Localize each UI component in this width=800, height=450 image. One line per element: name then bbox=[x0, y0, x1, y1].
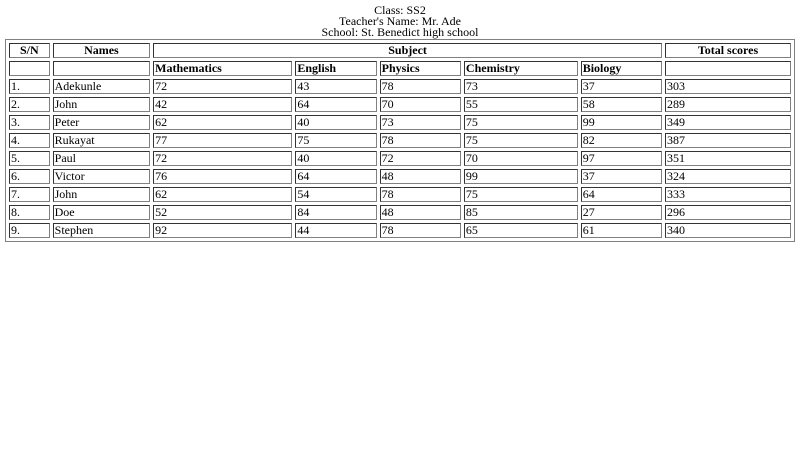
cell-mathematics: 77 bbox=[153, 133, 292, 148]
cell-physics: 78 bbox=[380, 133, 461, 148]
table-row bbox=[9, 169, 791, 184]
cell-name: Peter bbox=[53, 115, 151, 130]
cell-sn: 5. bbox=[9, 151, 50, 166]
cell-sn: 3. bbox=[9, 115, 50, 130]
cell-physics: 72 bbox=[380, 151, 461, 166]
cell-physics: 73 bbox=[380, 115, 461, 130]
table-row bbox=[9, 79, 791, 94]
results-table bbox=[5, 39, 795, 242]
cell-english: 44 bbox=[295, 223, 376, 238]
cell-name: Doe bbox=[53, 205, 151, 220]
cell-biology: 99 bbox=[581, 115, 662, 130]
cell-mathematics: 62 bbox=[153, 115, 292, 130]
cell-english: 64 bbox=[295, 169, 376, 184]
table-row bbox=[9, 223, 791, 238]
cell-chemistry: 75 bbox=[464, 133, 578, 148]
cell-chemistry: 99 bbox=[464, 169, 578, 184]
cell-chemistry: 70 bbox=[464, 151, 578, 166]
cell-total: 289 bbox=[665, 97, 791, 112]
cell-english: 64 bbox=[295, 97, 376, 112]
cell-sn: 2. bbox=[9, 97, 50, 112]
header-row-subjects bbox=[9, 61, 791, 76]
table-body bbox=[9, 79, 791, 238]
table-row bbox=[9, 187, 791, 202]
cell-name: John bbox=[53, 97, 151, 112]
cell-english: 40 bbox=[295, 151, 376, 166]
cell-english: 75 bbox=[295, 133, 376, 148]
header-names: Names bbox=[53, 43, 151, 58]
header-sn: S/N bbox=[9, 43, 50, 58]
cell-physics: 78 bbox=[380, 79, 461, 94]
cell-name: Adekunle bbox=[53, 79, 151, 94]
cell-biology: 61 bbox=[581, 223, 662, 238]
cell-mathematics: 72 bbox=[153, 79, 292, 94]
cell-total: 349 bbox=[665, 115, 791, 130]
table-row bbox=[9, 133, 791, 148]
table-row bbox=[9, 151, 791, 166]
cell-mathematics: 62 bbox=[153, 187, 292, 202]
cell-chemistry: 73 bbox=[464, 79, 578, 94]
header-subject: Subject bbox=[153, 43, 662, 58]
cell-chemistry: 75 bbox=[464, 187, 578, 202]
cell-sn: 7. bbox=[9, 187, 50, 202]
header-total: Total scores bbox=[665, 43, 791, 58]
cell-english: 84 bbox=[295, 205, 376, 220]
cell-chemistry: 75 bbox=[464, 115, 578, 130]
cell-name: Victor bbox=[53, 169, 151, 184]
header-english: English bbox=[295, 61, 376, 76]
school-line: School: St. Benedict high school bbox=[321, 25, 479, 39]
cell-sn: 1. bbox=[9, 79, 50, 94]
cell-mathematics: 72 bbox=[153, 151, 292, 166]
cell-total: 387 bbox=[665, 133, 791, 148]
cell-biology: 97 bbox=[581, 151, 662, 166]
cell-name: Rukayat bbox=[53, 133, 151, 148]
table-row bbox=[9, 205, 791, 220]
teacher-line: Teacher's Name: Mr. Ade bbox=[339, 14, 461, 28]
cell-physics: 48 bbox=[380, 205, 461, 220]
cell-chemistry: 85 bbox=[464, 205, 578, 220]
cell-physics: 78 bbox=[380, 223, 461, 238]
header-row-main bbox=[9, 43, 791, 58]
cell-biology: 37 bbox=[581, 79, 662, 94]
cell-chemistry: 55 bbox=[464, 97, 578, 112]
cell-biology: 27 bbox=[581, 205, 662, 220]
cell-name: John bbox=[53, 187, 151, 202]
table-row bbox=[9, 115, 791, 130]
cell-biology: 64 bbox=[581, 187, 662, 202]
cell-mathematics: 92 bbox=[153, 223, 292, 238]
header-mathematics: Mathematics bbox=[153, 61, 292, 76]
table-row bbox=[9, 97, 791, 112]
header-names-blank bbox=[53, 61, 151, 76]
cell-sn: 4. bbox=[9, 133, 50, 148]
cell-chemistry: 65 bbox=[464, 223, 578, 238]
cell-physics: 70 bbox=[380, 97, 461, 112]
cell-total: 333 bbox=[665, 187, 791, 202]
header-total-blank bbox=[665, 61, 791, 76]
cell-mathematics: 52 bbox=[153, 205, 292, 220]
cell-sn: 8. bbox=[9, 205, 50, 220]
cell-physics: 48 bbox=[380, 169, 461, 184]
class-line: Class: SS2 bbox=[374, 3, 426, 17]
header-sn-blank bbox=[9, 61, 50, 76]
cell-name: Stephen bbox=[53, 223, 151, 238]
cell-name: Paul bbox=[53, 151, 151, 166]
cell-mathematics: 42 bbox=[153, 97, 292, 112]
cell-english: 54 bbox=[295, 187, 376, 202]
cell-biology: 37 bbox=[581, 169, 662, 184]
cell-biology: 82 bbox=[581, 133, 662, 148]
cell-biology: 58 bbox=[581, 97, 662, 112]
cell-mathematics: 76 bbox=[153, 169, 292, 184]
cell-sn: 9. bbox=[9, 223, 50, 238]
cell-sn: 6. bbox=[9, 169, 50, 184]
document-header bbox=[0, 0, 800, 38]
cell-total: 296 bbox=[665, 205, 791, 220]
header-physics: Physics bbox=[380, 61, 461, 76]
cell-total: 303 bbox=[665, 79, 791, 94]
cell-total: 324 bbox=[665, 169, 791, 184]
cell-total: 351 bbox=[665, 151, 791, 166]
cell-english: 40 bbox=[295, 115, 376, 130]
header-chemistry: Chemistry bbox=[464, 61, 578, 76]
cell-total: 340 bbox=[665, 223, 791, 238]
cell-english: 43 bbox=[295, 79, 376, 94]
cell-physics: 78 bbox=[380, 187, 461, 202]
header-biology: Biology bbox=[581, 61, 662, 76]
